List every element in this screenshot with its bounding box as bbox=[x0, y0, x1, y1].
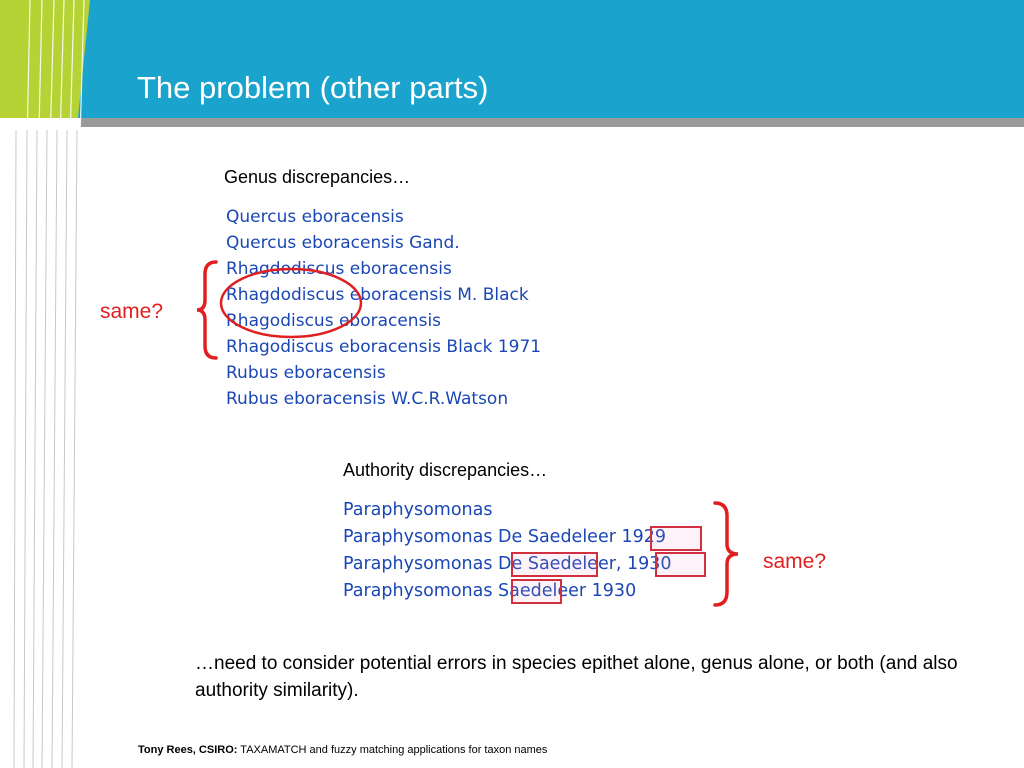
list-item-genus-link[interactable]: Rhagodiscus eboracensis Black 1971 bbox=[226, 337, 542, 357]
genus-left-brace bbox=[194, 260, 220, 360]
highlight-box-saed bbox=[511, 579, 562, 604]
slide-title: The problem (other parts) bbox=[137, 70, 489, 105]
list-item-genus-link[interactable]: Quercus eboracensis bbox=[226, 207, 404, 227]
list-item-authority-link[interactable]: Paraphysomonas bbox=[343, 500, 493, 520]
list-item-authority-link[interactable]: Paraphysomonas De Saedeleer 1929 bbox=[343, 527, 667, 547]
genus-circle-highlight bbox=[218, 266, 364, 340]
list-item-genus-link[interactable]: Rhagdodiscus eboracensis M. Black bbox=[226, 285, 529, 305]
list-item-genus-link[interactable]: Rhagodiscus eboracensis bbox=[226, 311, 442, 331]
list-cutoff-fade bbox=[222, 412, 622, 422]
summary-note: …need to consider potential errors in species epithet alone, genus alone, or both (and also authority similarity). bbox=[195, 653, 958, 701]
highlight-box-de-saed bbox=[511, 552, 598, 577]
footer-author: Tony Rees, CSIRO: bbox=[138, 744, 238, 756]
list-item-authority-link[interactable]: Paraphysomonas De Saedeleer, 1930 bbox=[343, 554, 672, 574]
authority-right-brace bbox=[712, 500, 742, 608]
list-item-genus-link[interactable]: Rhagdodiscus eboracensis bbox=[226, 259, 452, 279]
slide-footer bbox=[138, 744, 547, 756]
genus-caption: Genus discrepancies… bbox=[224, 167, 411, 187]
list-item-genus-link[interactable]: Rubus eboracensis bbox=[226, 363, 386, 383]
footer-text: TAXAMATCH and fuzzy matching applications for taxon names bbox=[237, 744, 548, 756]
highlight-box-year-1929 bbox=[650, 526, 702, 551]
highlight-box-year-1930 bbox=[655, 552, 706, 577]
genus-same-annotation: same? bbox=[100, 300, 164, 323]
list-item-genus-link[interactable]: Quercus eboracensis Gand. bbox=[226, 233, 460, 253]
list-item-authority-link[interactable]: Paraphysomonas Saedeleer 1930 bbox=[343, 581, 637, 601]
list-item-genus-link[interactable]: Rubus eboracensis W.C.R.Watson bbox=[226, 389, 509, 409]
authority-caption: Authority discrepancies… bbox=[343, 460, 548, 480]
title-bar-underline bbox=[80, 118, 1024, 127]
authority-same-annotation: same? bbox=[763, 550, 827, 573]
decorative-vertical-lines bbox=[0, 0, 96, 768]
